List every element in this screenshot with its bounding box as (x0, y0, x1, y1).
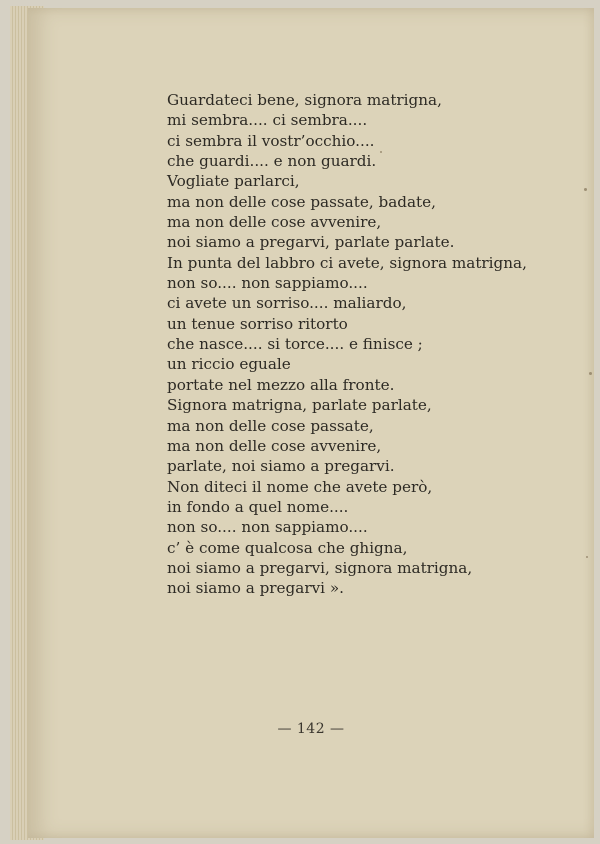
poem-line: In punta del labbro ci avete, signora matrigna, (167, 253, 527, 272)
poem-line: Vogliate parlarci, (167, 172, 300, 191)
poem-line: ma non delle cose passate, badate, (167, 192, 436, 211)
poem-line: portate nel mezzo alla fronte. (167, 375, 395, 394)
poem-line: noi siamo a pregarvi, signora matrigna, (167, 558, 473, 577)
poem-line: un riccio eguale (167, 355, 291, 374)
paper-speck (584, 188, 587, 191)
poem-line: parlate, noi siamo a pregarvi. (167, 457, 395, 476)
poem-line: noi siamo a pregarvi, parlate parlate. (167, 233, 455, 252)
poem-text (167, 90, 527, 599)
poem-line: noi siamo a pregarvi ». (167, 579, 344, 598)
poem-line: Guardateci bene, signora matrigna, (167, 91, 442, 109)
poem-line: Non diteci il nome che avete però, (167, 477, 433, 496)
page-number: — 142 — (277, 721, 345, 737)
poem-line: non so.... non sappiamo.... (167, 274, 368, 293)
poem-line: ci sembra il vostr’occhio.... (167, 131, 375, 150)
poem-line: che guardi.... e non guardi. (167, 152, 377, 171)
poem-line: c’ è come qualcosa che ghigna, (167, 538, 408, 557)
poem-line: ma non delle cose passate, (167, 416, 374, 435)
paper-speck (586, 556, 588, 558)
poem-line: ma non delle cose avvenire, (167, 436, 382, 455)
poem-line: non so.... non sappiamo.... (167, 518, 368, 537)
poem-line: che nasce.... si torce.... e finisce ; (167, 335, 423, 354)
paper-speck (380, 151, 382, 153)
poem-line: mi sembra.... ci sembra.... (167, 111, 368, 130)
poem-line: Signora matrigna, parlate parlate, (167, 396, 432, 415)
paper-speck (589, 372, 592, 375)
poem-line: ma non delle cose avvenire, (167, 213, 382, 232)
poem-line: un tenue sorriso ritorto (167, 314, 348, 333)
poem-line: in fondo a quel nome.... (167, 497, 349, 516)
book-page (28, 8, 594, 838)
poem-line: ci avete un sorriso.... maliardo, (167, 294, 407, 313)
